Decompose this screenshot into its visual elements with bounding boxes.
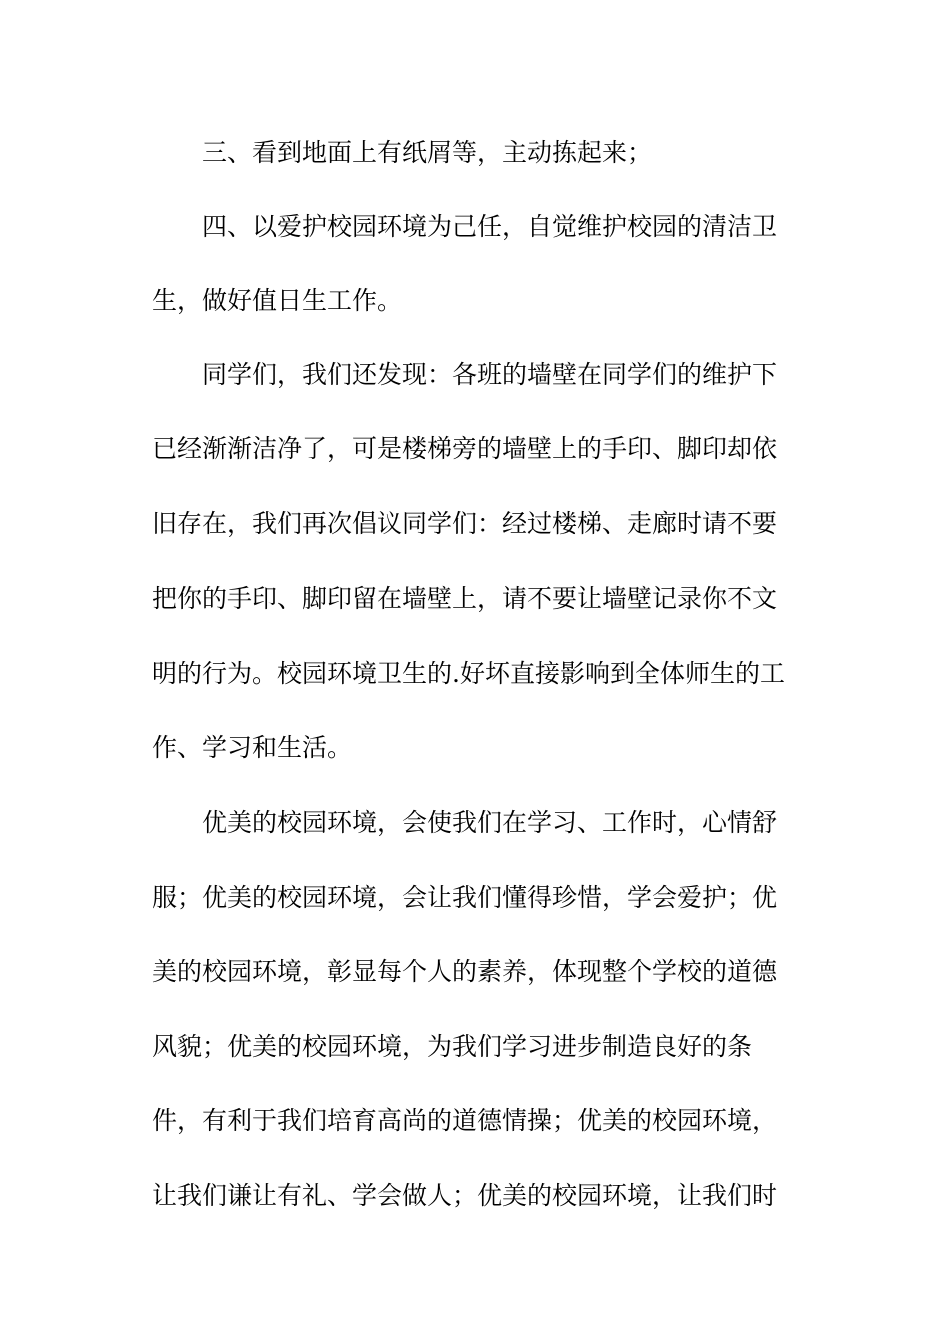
paragraph-line: 服；优美的校园环境，会让我们懂得珍惜，学会爱护；优 bbox=[152, 883, 778, 912]
paragraph-line: 作、学习和生活。 bbox=[152, 733, 353, 762]
paragraph-line: 生，做好值日生工作。 bbox=[152, 286, 403, 315]
paragraph-line: 明的行为。校园环境卫生的.好坏直接影响到全体师生的工 bbox=[152, 659, 785, 688]
paragraph-line: 三、看到地面上有纸屑等，主动拣起来； bbox=[202, 138, 653, 167]
paragraph-line: 四、以爱护校园环境为己任，自觉维护校园的清洁卫 bbox=[202, 212, 778, 241]
paragraph-line: 件，有利于我们培育高尚的道德情操；优美的校园环境， bbox=[152, 1106, 778, 1135]
paragraph-line: 美的校园环境，彰显每个人的素养，体现整个学校的道德 bbox=[152, 957, 778, 986]
paragraph-line: 风貌；优美的校园环境，为我们学习进步制造良好的条 bbox=[152, 1032, 753, 1061]
paragraph-line: 旧存在，我们再次倡议同学们：经过楼梯、走廊时请不要 bbox=[152, 509, 778, 538]
paragraph-line: 优美的校园环境，会使我们在学习、工作时，心情舒 bbox=[202, 808, 778, 837]
paragraph-line: 把你的手印、脚印留在墙壁上，请不要让墙壁记录你不文 bbox=[152, 584, 778, 613]
paragraph-line: 同学们，我们还发现：各班的墙壁在同学们的维护下 bbox=[202, 360, 778, 389]
paragraph-line: 让我们谦让有礼、学会做人；优美的校园环境，让我们时 bbox=[152, 1181, 778, 1210]
paragraph-line: 已经渐渐洁净了，可是楼梯旁的墙壁上的手印、脚印却依 bbox=[152, 434, 778, 463]
